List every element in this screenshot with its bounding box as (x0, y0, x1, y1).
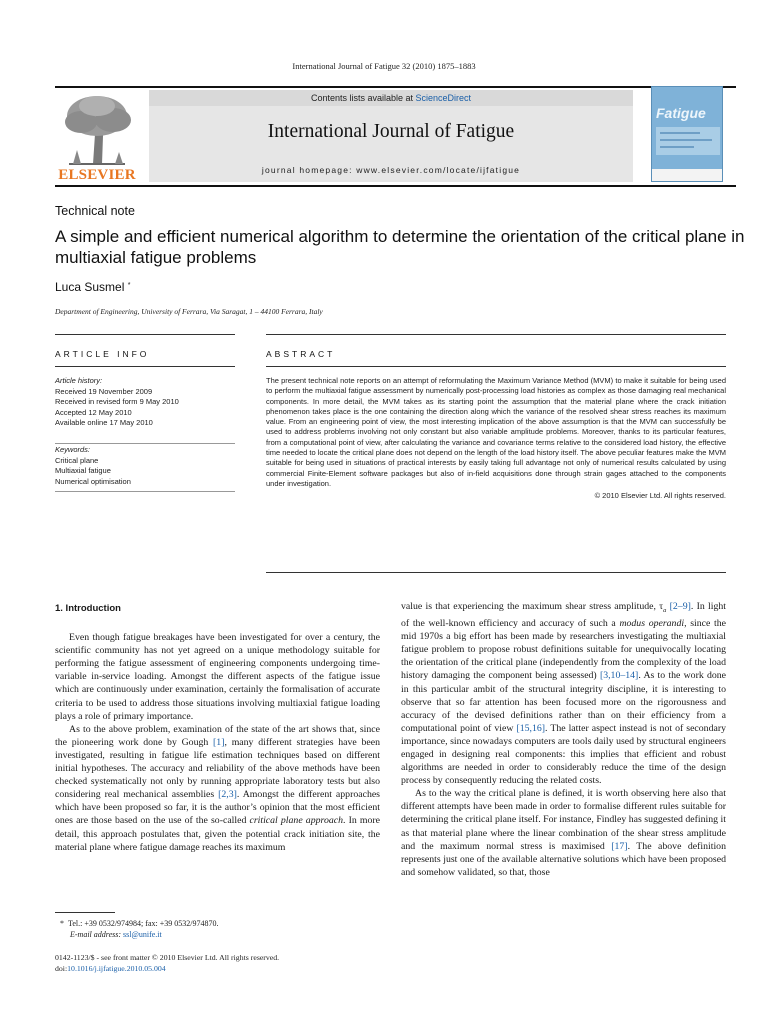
masthead-bottom-rule (55, 185, 736, 187)
history-item: Available online 17 May 2010 (55, 418, 153, 427)
emphasis: modus operandi (619, 618, 685, 630)
author-line (55, 280, 130, 294)
doi-line: doi:10.1016/j.ijfatigue.2010.05.004 (55, 964, 166, 973)
masthead-top-rule (55, 86, 736, 88)
abstract-bottom-rule (266, 572, 726, 573)
affiliation: Department of Engineering, University of Ferrara, Via Saragat, 1 – 44100 Ferrara, Italy (55, 307, 323, 316)
running-head: International Journal of Fatigue 32 (2010) 1875–1883 (292, 61, 476, 71)
elsevier-logo (55, 90, 139, 182)
issn-line: 0142-1123/$ - see front matter © 2010 Elsevier Ltd. All rights reserved. (55, 953, 280, 962)
paragraph: As to the above problem, examination of the state of the art shows that, since the pioneering work done by Gough [1], many different strategies have been investigated, resulting in fatigue life estimation techniques based on different initial hypotheses. The accuracy and reliability of the above methods have been checked systematically not only by running appropriate laboratory tests but also considering real mechanical assemblies [2,3]. Amongst the different approaches which have been proposed so far, it is the author’s opinion that the most efficient ones are those based on the use of the so-called critical plane approach. In more detail, this approach postulates that, given the potential crack initiation site, the material plane where fatigue damage reaches its maximum (55, 723, 381, 853)
author-footnote-mark[interactable]: * (127, 282, 131, 289)
keyword: Multiaxial fatigue (55, 466, 111, 475)
article-type: Technical note (55, 204, 135, 218)
author-footnote (60, 919, 218, 940)
elsevier-wordmark: ELSEVIER (58, 167, 136, 183)
journal-banner (149, 90, 633, 182)
doi-link[interactable]: 10.1016/j.ijfatigue.2010.05.004 (67, 964, 166, 973)
citation-link[interactable]: [2,3] (218, 789, 237, 801)
keywords-label: Keywords: (55, 445, 91, 454)
info-divider (55, 443, 235, 444)
contents-prefix: Contents lists available at (310, 93, 416, 103)
keywords (55, 445, 235, 487)
abstract-body (266, 376, 726, 502)
citation-link[interactable]: [17] (611, 840, 628, 852)
abstract-heading: ABSTRACT (266, 349, 336, 359)
history-label: Article history: (55, 376, 103, 385)
footnote-tel: * Tel.: +39 0532/974984; fax: +39 0532/974870. (60, 919, 219, 928)
history-item: Received 19 November 2009 (55, 386, 153, 396)
cover-title: Fatigue (656, 105, 706, 121)
abstract-copyright: © 2010 Elsevier Ltd. All rights reserved. (594, 491, 726, 501)
citation-link[interactable]: [2–9] (669, 601, 691, 612)
section-heading: 1. Introduction (55, 603, 121, 614)
keyword: Critical plane (55, 455, 99, 465)
footnote-rule (55, 912, 115, 913)
journal-cover-thumbnail (651, 86, 723, 182)
cover-band (656, 127, 720, 155)
citation-link[interactable]: [15,16] (516, 722, 546, 734)
issn-block (55, 952, 279, 974)
citation-link[interactable]: [1] (213, 736, 225, 748)
history-item: Received in revised form 9 May 2010 (55, 397, 179, 406)
journal-name: International Journal of Fatigue (267, 121, 515, 142)
paragraph: Even though fatigue breakages have been investigated for over a century, the scientific community has not yet agreed on a unique methodology suitable for performing the fatigue assessment of engineering components undergoing time-variable in-service loading. Amongst the different aspects of the fatigue issue which are continuously under examination, certainly the formalisation of accurate criteria to be used to address those situations involving multiaxial fatigue loading plays a role of primary importance. (55, 632, 380, 722)
body-column-left (55, 600, 380, 854)
cover-footer (652, 169, 722, 181)
history-item: Accepted 12 May 2010 (55, 407, 132, 417)
info-top-rule (55, 334, 235, 335)
body-column-right (401, 600, 726, 879)
emphasis: critical plane approach (249, 815, 343, 827)
footnote-email: E-mail address: ssl@unife.it (70, 929, 162, 939)
email-link[interactable]: ssl@unife.it (123, 929, 162, 939)
abstract-heading-rule (266, 366, 726, 367)
article-history (55, 376, 235, 429)
citation-link[interactable]: [3,10–14] (599, 670, 639, 682)
paragraph: value is that experiencing the maximum shear stress amplitude, $\tau_a$ [2–9]. In light of the well-known efficiency and accuracy of such a modus operandi, since the mid 1970s a big effort has been made by researchers investigating the multiaxial fatigue problem to propose robust definitions suitable for unequivocally locating the orientation of the critical plane (independently from the complexity of the load history damaging the component being assessed) [3,10–14]. As to the work done in this particular ambit of the structural integrity discipline, it is interesting to observe that so far attention has been focused more on the rigorousness and accuracy of the devised definitions rather than on their efficiency from a computational point of view [15,16]. The latter aspect instead is not of secondary importance, since nowadays computers are tools daily used by structural engineers engaged in designing real components: this implies that efficient and robust algorithms are needed in order to considerably reduce the time of the design process by consequently reducing the related costs. (401, 601, 727, 787)
info-heading-rule (55, 366, 235, 367)
article-info-heading: ARTICLE INFO (55, 349, 150, 359)
journal-homepage[interactable]: journal homepage: www.elsevier.com/locate/ijfatigue (261, 165, 521, 175)
abstract-top-rule (266, 334, 726, 335)
paragraph: As to the way the critical plane is defined, it is worth observing here also that different attempts have been made in order to formalise different rules suitable for determining the critical plane itself. For instance, Findley has suggested defining it as that material plane where the linear combination of the shear stress amplitude and the maximum normal stress is maximised [17]. The above definition represents just one of the available alternative solutions which have been proposed and somehow validated, so that, those (401, 788, 726, 878)
abstract-text: The present technical note reports on an attempt of reformulating the Maximum Variance Method (MVM) to make it suitable for being used to perform the multiaxial fatigue assessment by numerically post-processing load histories as complex as those damaging real mechanical components. In more detail, the MVM takes as its starting point the assumption that the material plane where the crack initiation phenomenon takes place is the one containing the direction along which the variance of the resolved shear stress reaches its maximum value. From an engineering point of view, the most interesting implication of the above assumption is that the MVM can successfully be used to address problems involving not only constant but also variable amplitude problems. Moreover, thanks to its particular features, from a computational point of view, after calculating the variance and covariance terms relative to the considered load history, the effective time needed to locate the critical plane does not depend on the length of the load history itself. The above peculiar features make the MVM suitable for being used in situations of practical interests by easily taking full advantage not only of numerical results calculated by using commercial Finite-Element software packages but also of in-field acquisitions done through strain gages attached to the components under investigation. (266, 376, 726, 488)
journal-masthead (55, 86, 736, 186)
keyword: Numerical optimisation (55, 476, 131, 486)
keywords-bottom-rule (55, 491, 235, 492)
article-title: A simple and efficient numerical algorithm to determine the orientation of the critical plane in multiaxial fatigue problems (55, 227, 745, 267)
contents-line (149, 90, 633, 106)
sciencedirect-link[interactable]: ScienceDirect (415, 93, 472, 103)
author-name[interactable]: Luca Susmel (55, 280, 125, 294)
